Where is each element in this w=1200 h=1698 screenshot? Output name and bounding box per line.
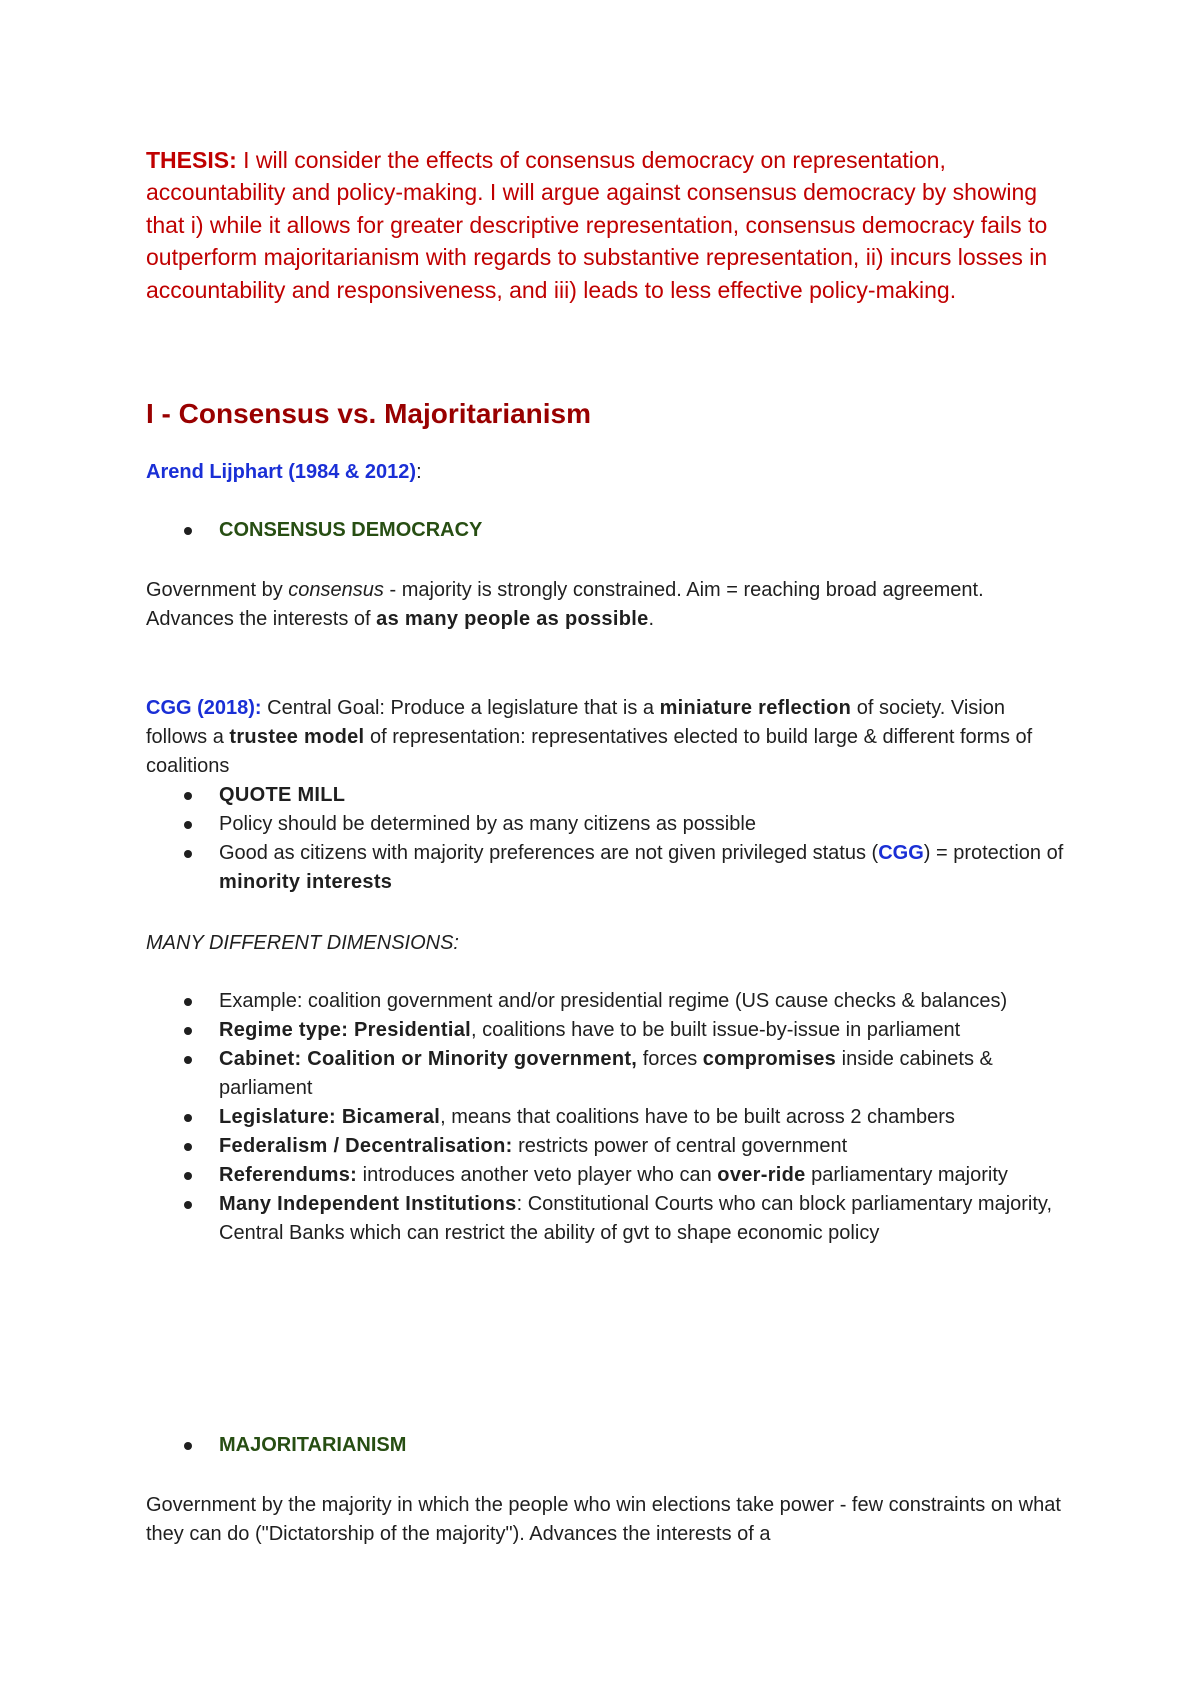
thesis-paragraph	[146, 144, 1066, 306]
bullet-icon	[184, 1442, 192, 1450]
text-run: Legislature: Bicameral	[219, 1106, 441, 1128]
list-item	[146, 1190, 1066, 1248]
text-run: Policy should be determined by as many citizens as possible	[219, 813, 756, 835]
text-run: Regime type: Presidential	[219, 1019, 472, 1041]
list-item	[146, 1016, 1066, 1045]
author-suffix: :	[416, 461, 422, 483]
bullet-icon	[184, 1056, 192, 1064]
text-run: .	[648, 608, 655, 630]
text-run: CGG	[878, 842, 924, 864]
text-run: as many people as possible	[376, 608, 649, 630]
text-run: - majority is strongly constrained. Aim = reaching broad agreement. Advances the interests of	[146, 579, 984, 630]
list-item	[146, 1103, 1066, 1132]
consensus-heading-list	[146, 516, 1066, 545]
section-heading: I - Consensus vs. Majoritarianism	[146, 398, 592, 429]
list-item	[146, 1431, 1066, 1460]
bullet-icon	[184, 1201, 192, 1209]
text-run: trustee model	[229, 726, 365, 748]
bullet-icon	[184, 821, 192, 829]
majoritarianism-definition: Government by the majority in which the people who win elections take power - few constraints on what they can do ("Dictatorship of the majority"). Advances the interests of a	[146, 1494, 1061, 1545]
list-item	[146, 516, 1066, 545]
list-item	[146, 1161, 1066, 1190]
text-run: of society. Vision follows a	[146, 697, 1005, 748]
list-item	[146, 987, 1066, 1016]
list-item	[146, 781, 1066, 810]
text-run: , coalitions have to be built issue-by-issue in parliament	[471, 1019, 961, 1041]
list-item	[146, 810, 1066, 839]
list-item	[146, 839, 1066, 897]
bullet-icon	[184, 792, 192, 800]
text-run: minority interests	[219, 871, 393, 893]
text-run: forces	[637, 1048, 703, 1070]
thesis-text: I will consider the effects of consensus democracy on representation, accountability and policy-making. I will argue against consensus democracy by showing that i) while it allows for greater descriptive representation, consensus democracy fails to outperform majoritarianism with regards to substantive representation, ii) incurs losses in accountability and responsiveness, and iii) leads to less effective policy-making.	[146, 147, 1048, 303]
list-item	[146, 1132, 1066, 1161]
bullet-icon	[184, 527, 192, 535]
text-run: parliamentary majority	[805, 1164, 1008, 1186]
text-run: restricts power of central government	[512, 1135, 848, 1157]
text-run: Good as citizens with majority preferences are not given privileged status (	[219, 842, 879, 864]
bullet-icon	[184, 1143, 192, 1151]
text-run: over-ride	[717, 1164, 806, 1186]
majoritarianism-heading-list	[146, 1431, 1066, 1460]
text-run: Government by	[146, 579, 289, 601]
text-run: , means that coalitions have to be built across 2 chambers	[440, 1106, 955, 1128]
bullet-icon	[184, 998, 192, 1006]
consensus-definition	[146, 576, 1066, 634]
author-name: Arend Lijphart (1984 & 2012)	[146, 461, 417, 483]
cgg-bullet-list	[146, 781, 1066, 897]
majoritarianism-title: MAJORITARIANISM	[219, 1434, 407, 1456]
text-run: Example: coalition government and/or presidential regime (US cause checks & balances)	[219, 990, 1008, 1012]
text-run: miniature reflection	[659, 697, 852, 719]
text-run: Referendums:	[219, 1164, 358, 1186]
dimensions-title: MANY DIFFERENT DIMENSIONS:	[146, 932, 459, 954]
text-run: compromises	[702, 1048, 837, 1070]
cgg-paragraph	[146, 694, 1066, 781]
text-run: inside cabinets & parliament	[219, 1048, 993, 1099]
text-run: ) = protection of	[923, 842, 1064, 864]
consensus-title: CONSENSUS DEMOCRACY	[219, 519, 483, 541]
text-run: Federalism / Decentralisation:	[219, 1135, 513, 1157]
text-run: QUOTE MILL	[219, 784, 346, 806]
author-citation	[146, 458, 422, 486]
text-run: consensus	[288, 579, 384, 601]
cgg-citation: CGG (2018):	[146, 697, 262, 719]
bullet-icon	[184, 1027, 192, 1035]
text-run: Many Independent Institutions	[219, 1193, 517, 1215]
bullet-icon	[184, 1172, 192, 1180]
list-item	[146, 1045, 1066, 1103]
text-run: of representation: representatives elected to build large & different forms of coalitions	[146, 726, 1033, 777]
text-run: : Constitutional Courts who can block parliamentary majority, Central Banks which can restrict the ability of gvt to shape economic policy	[219, 1193, 1053, 1244]
bullet-icon	[184, 1114, 192, 1122]
thesis-label: THESIS:	[146, 147, 237, 173]
dimensions-bullet-list	[146, 987, 1066, 1248]
text-run: Central Goal: Produce a legislature that is a	[261, 697, 660, 719]
text-run: Cabinet: Coalition or Minority government,	[219, 1048, 638, 1070]
bullet-icon	[184, 850, 192, 858]
text-run: introduces another veto player who can	[357, 1164, 718, 1186]
